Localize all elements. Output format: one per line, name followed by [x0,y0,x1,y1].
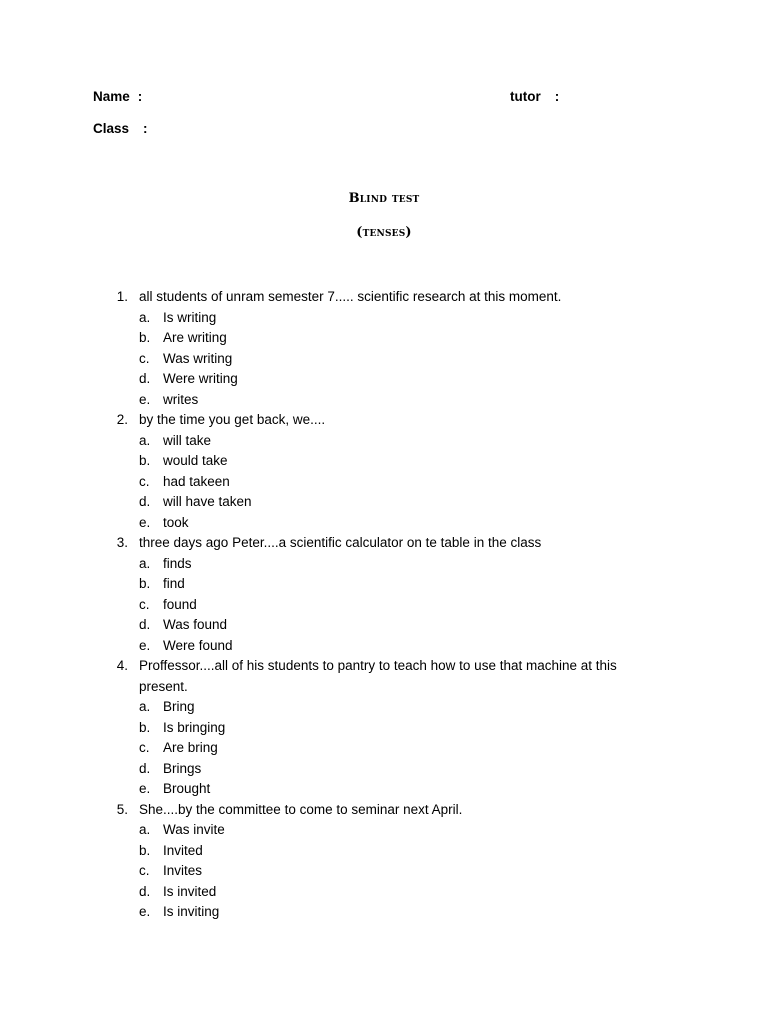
test-subtitle: (tenses) [356,225,412,240]
answer-option [0,882,768,903]
question-item [0,656,768,697]
question-item [0,410,768,431]
answer-option [0,308,768,329]
option-text: Bring [163,699,195,714]
answer-option [0,841,768,862]
option-text: will take [163,432,212,448]
question-text: by the time you get back, we.... [139,412,326,427]
answer-option [0,472,768,493]
question-text: three days ago Peter....a scientific calculator on te table in the class [139,535,542,550]
option-text: find [163,576,185,591]
answer-option [0,759,768,780]
answer-option [0,615,768,636]
option-text: Is writing [163,309,217,325]
option-letter: a. [139,309,151,325]
question-number-cell [0,410,139,431]
option-text: took [163,514,189,530]
option-letter-cell [0,328,163,349]
option-letter-cell [0,902,163,923]
answer-option [0,451,768,472]
question-text: all students of unram semester 7..... scientific research at this moment. [139,289,562,304]
option-letter: c. [139,596,150,612]
option-letter-cell [0,595,163,616]
question-text: She....by the committee to come to seminar next April. [139,801,463,817]
answer-option [0,636,768,657]
option-text: Brought [163,781,211,796]
option-text: Are bring [163,740,218,755]
option-text: Are writing [163,330,227,345]
option-letter: c. [139,863,150,878]
question-number-cell [0,287,139,308]
question-item [0,287,768,308]
option-text: Is invited [163,883,217,899]
option-text: would take [163,453,228,468]
option-letter-cell [0,554,163,575]
option-letter: c. [139,740,150,755]
option-letter-cell [0,472,163,493]
option-letter-cell [0,492,163,513]
answer-option [0,554,768,575]
option-text: will have taken [163,494,252,509]
option-letter-cell [0,369,163,390]
option-letter: d. [139,371,151,386]
answer-option [0,697,768,718]
option-letter-cell [0,882,163,903]
option-text: finds [163,555,192,571]
class-field [93,121,148,136]
option-letter-cell [0,308,163,329]
option-letter: d. [139,760,151,776]
option-text: Invited [163,842,203,858]
option-letter-cell [0,574,163,595]
option-letter-cell [0,636,163,657]
answer-option [0,369,768,390]
option-letter: e. [139,781,151,796]
option-letter-cell [0,349,163,370]
option-text: Were writing [163,371,238,386]
answer-option [0,574,768,595]
option-letter: d. [139,883,151,899]
answer-option [0,718,768,739]
question-number-cell [0,533,139,554]
option-text: Was writing [163,350,233,366]
question-number: 5. [116,801,128,817]
answer-option [0,431,768,452]
option-letter: d. [139,494,151,509]
option-letter: a. [139,822,151,837]
tutor-colon: : [554,89,560,104]
option-text: Is inviting [163,904,220,919]
option-letter-cell [0,718,163,739]
option-letter: d. [139,617,151,632]
name-label: Name [93,89,130,104]
option-text: Was found [163,617,228,632]
tutor-field [510,89,559,104]
name-colon: : [137,89,143,104]
option-text: writes [163,391,199,407]
option-letter: e. [139,514,151,530]
option-letter: e. [139,391,151,407]
option-letter-cell [0,615,163,636]
option-text: had takeen [163,473,230,489]
option-letter-cell [0,738,163,759]
option-letter: c. [139,473,150,489]
name-field [93,89,142,104]
answer-option [0,492,768,513]
class-label: Class [93,121,130,136]
option-letter: c. [139,350,150,366]
option-text: Brings [163,760,202,776]
test-title: Blind test [348,191,420,206]
answer-option [0,513,768,534]
answer-option [0,820,768,841]
option-letter: b. [139,576,151,591]
answer-option [0,902,768,923]
option-letter-cell [0,451,163,472]
answer-option [0,390,768,411]
option-letter: a. [139,699,151,714]
option-letter-cell [0,513,163,534]
answer-option [0,328,768,349]
option-letter-cell [0,697,163,718]
option-letter-cell [0,759,163,780]
option-letter: a. [139,432,151,448]
answer-option [0,349,768,370]
option-text: Is bringing [163,719,226,735]
question-number: 2. [116,412,128,427]
question-item [0,800,768,821]
option-letter: e. [139,904,151,919]
answer-option [0,595,768,616]
option-letter: b. [139,453,151,468]
option-letter-cell [0,779,163,800]
question-number: 4. [116,658,128,673]
answer-option [0,738,768,759]
question-number-cell [0,800,139,821]
answer-option [0,779,768,800]
answer-option [0,861,768,882]
option-letter-cell [0,841,163,862]
class-colon: : [143,121,148,136]
tutor-label: tutor [510,89,541,104]
question-item [0,533,768,554]
option-letter-cell [0,431,163,452]
option-letter-cell [0,861,163,882]
question-text: Proffessor....all of his students to pantry to teach how to use that machine at this present. [139,658,617,694]
option-letter-cell [0,820,163,841]
question-list [0,287,768,923]
option-letter: e. [139,637,151,653]
question-number-cell [0,656,139,697]
question-number: 1. [116,289,128,304]
option-letter: a. [139,555,151,571]
option-text: Was invite [163,822,225,837]
option-letter: b. [139,330,151,345]
option-letter-cell [0,390,163,411]
option-text: found [163,596,197,612]
option-text: Invites [163,863,203,878]
option-text: Were found [163,637,233,653]
option-letter: b. [139,719,151,735]
option-letter: b. [139,842,151,858]
question-number: 3. [116,535,128,550]
